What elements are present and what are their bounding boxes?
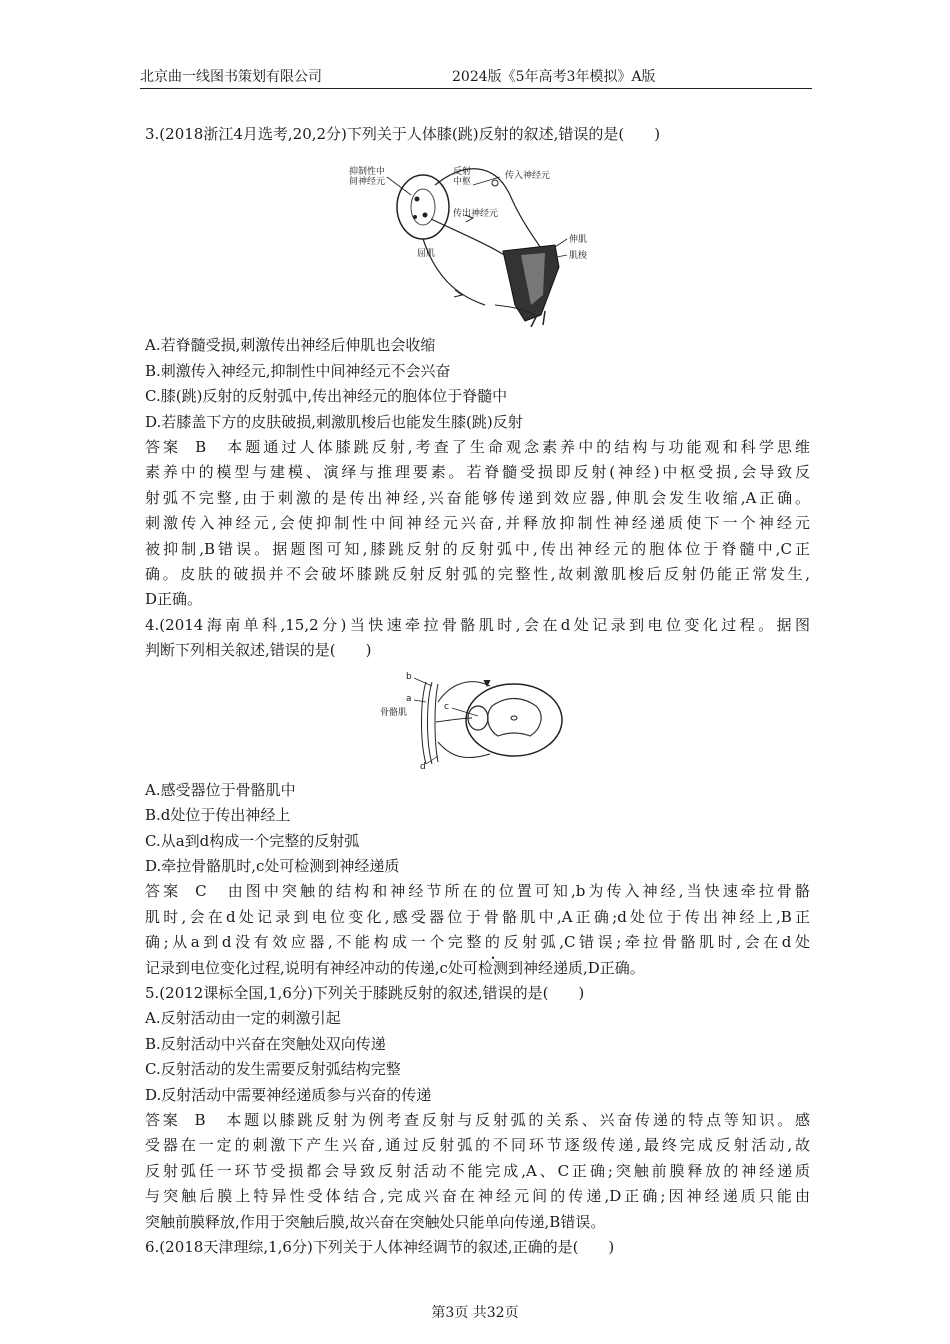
label-muscle-spindle: 肌梭 bbox=[569, 251, 588, 262]
q3-option-b: B.刺激传入神经元,抑制性中间神经元不会兴奋 bbox=[145, 361, 451, 380]
q5-explanation-line: 突触前膜释放,作用于突触后膜,故兴奋在突触处只能单向传递,B错误。 bbox=[145, 1212, 606, 1231]
q5-option-a: A.反射活动由一定的刺激引起 bbox=[145, 1009, 341, 1028]
q5-explanation-line: 与突触后膜上特异性受体结合,完成兴奋在神经元间的传递,D正确;因神经递质只能由 bbox=[145, 1187, 810, 1206]
q5-explanation-line: 反射弧任一环节受损都会导致反射活动不能完成,A、C正确;突触前膜释放的神经递质 bbox=[145, 1161, 810, 1180]
q4-stem-cont: 判断下列相关叙述,错误的是( ) bbox=[145, 641, 372, 660]
q3-stem: 3.(2018浙江4月选考,20,2分)下列关于人体膝(跳)反射的叙述,错误的是( ) bbox=[145, 125, 661, 143]
explanation-text: 本题以膝跳反射为例考查反射与反射弧的关系、兴奋传递的特点等知识。感 bbox=[223, 1110, 810, 1129]
q3-answer-line bbox=[145, 435, 810, 460]
q3-explanation-line: 射弧不完整,由于刺激的是传出神经,兴奋能够传递到效应器,伸肌会发生收缩,A正确。 bbox=[145, 488, 810, 507]
explanation-text: 到神经递质,D正确。 bbox=[507, 958, 645, 977]
label-skeletal-muscle: 骨骼肌 bbox=[380, 707, 408, 718]
q4-explanation-line bbox=[145, 956, 810, 981]
label-extensor: 伸肌 bbox=[569, 235, 588, 246]
q4-answer-line bbox=[145, 879, 810, 904]
label-a: a bbox=[406, 693, 412, 704]
q3-explanation-line: 被抑制,B错误。据题图可知,膝跳反射的反射弧中,传出神经元的胞体位于脊髓中,C正 bbox=[145, 539, 810, 558]
label-inhibitory-interneuron: 抑制性中 间神经元 bbox=[349, 167, 386, 188]
q4-stem: 4.(2014海南单科,15,2分)当快速牵拉骨骼肌时,会在d处记录到电位变化过程。据图 bbox=[145, 615, 810, 634]
q3-option-c: C.膝(跳)反射的反射弧中,传出神经元的胞体位于脊髓中 bbox=[145, 387, 508, 406]
label-afferent-neuron: 传入神经元 bbox=[505, 171, 551, 182]
q4-option-c: C.从a到d构成一个完整的反射弧 bbox=[145, 831, 360, 850]
header-book-title: 2024版《5年高考3年模拟》A版 bbox=[452, 69, 656, 85]
q3-option-d: D.若膝盖下方的皮肤破损,刺激肌梭后也能发生膝(跳)反射 bbox=[145, 412, 523, 431]
label-b: b bbox=[406, 671, 412, 682]
q3-explanation-line: D正确。 bbox=[145, 590, 203, 609]
answer-key: B bbox=[195, 438, 207, 457]
answer-label: 答案 bbox=[145, 1110, 181, 1129]
q6-stem: 6.(2018天津理综,1,6分)下列关于人体神经调节的叙述,正确的是( ) bbox=[145, 1238, 615, 1256]
page-footer: 第3页 共32页 bbox=[431, 1305, 519, 1321]
q4-explanation-line: 肌时,会在d处记录到电位变化,感受器位于骨骼肌中,A正确;d处位于传出神经上,B正 bbox=[145, 907, 810, 926]
document-body bbox=[145, 122, 810, 1260]
q3-knee-reflex-figure bbox=[345, 155, 605, 327]
q4-spinal-figure bbox=[380, 672, 580, 772]
q4-explanation-line: 确;从a到d没有效应器,不能构成一个完整的反射弧,C错误;牵拉骨骼肌时,会在d处 bbox=[145, 933, 810, 952]
q4-option-b: B.d处位于传出神经上 bbox=[145, 806, 291, 825]
spinal-cord-diagram bbox=[380, 672, 580, 772]
label-d: d bbox=[420, 761, 426, 772]
q4-option-d: D.牵拉骨骼肌时,c处可检测到神经递质 bbox=[145, 856, 400, 875]
q5-stem: 5.(2012课标全国,1,6分)下列关于膝跳反射的叙述,错误的是( ) bbox=[145, 983, 585, 1002]
q3-option-a: A.若脊髓受损,刺激传出神经后伸肌也会收缩 bbox=[145, 336, 436, 355]
label-c: c bbox=[444, 701, 449, 712]
answer-label: 答案 bbox=[145, 438, 182, 457]
label-flexor: 屈肌 bbox=[417, 249, 436, 260]
emphasized-text: 检测 bbox=[477, 958, 508, 977]
answer-key: B bbox=[194, 1110, 206, 1129]
answer-key: C bbox=[195, 882, 207, 901]
explanation-text: 本题通过人体膝跳反射,考查了生命观念素养中的结构与功能观和科学思维 bbox=[224, 438, 810, 457]
page-header bbox=[140, 64, 812, 89]
q3-explanation-line: 刺激传入神经元,会使抑制性中间神经元兴奋,并释放抑制性神经递质使下一个神经元 bbox=[145, 514, 810, 533]
label-reflex-center: 反射 中枢 bbox=[453, 167, 472, 188]
header-publisher: 北京曲一线图书策划有限公司 bbox=[140, 69, 322, 85]
label-efferent-neuron: 传出神经元 bbox=[453, 209, 499, 220]
q5-answer-line bbox=[145, 1108, 810, 1133]
q3-explanation-line: 素养中的模型与建模、演绎与推理要素。若脊髓受损即反射(神经)中枢受损,会导致反 bbox=[145, 463, 810, 482]
explanation-text: 记录到电位变化过程,说明有神经冲动的传递,c处可 bbox=[145, 958, 478, 977]
q5-option-d: D.反射活动中需要神经递质参与兴奋的传递 bbox=[145, 1085, 432, 1104]
q3-explanation-line: 确。皮肤的破损并不会破坏膝跳反射反射弧的完整性,故刺激肌梭后反射仍能正常发生, bbox=[145, 565, 810, 584]
q5-option-c: C.反射活动的发生需要反射弧结构完整 bbox=[145, 1060, 401, 1079]
answer-label: 答案 bbox=[145, 882, 182, 901]
q4-option-a: A.感受器位于骨骼肌中 bbox=[145, 780, 296, 799]
q5-option-b: B.反射活动中兴奋在突触处双向传递 bbox=[145, 1034, 386, 1053]
q5-explanation-line: 受器在一定的刺激下产生兴奋,通过反射弧的不同环节逐级传递,最终完成反射活动,故 bbox=[145, 1136, 810, 1155]
explanation-text: 由图中突触的结构和神经节所在的位置可知,b为传入神经,当快速牵拉骨骼 bbox=[224, 882, 810, 901]
